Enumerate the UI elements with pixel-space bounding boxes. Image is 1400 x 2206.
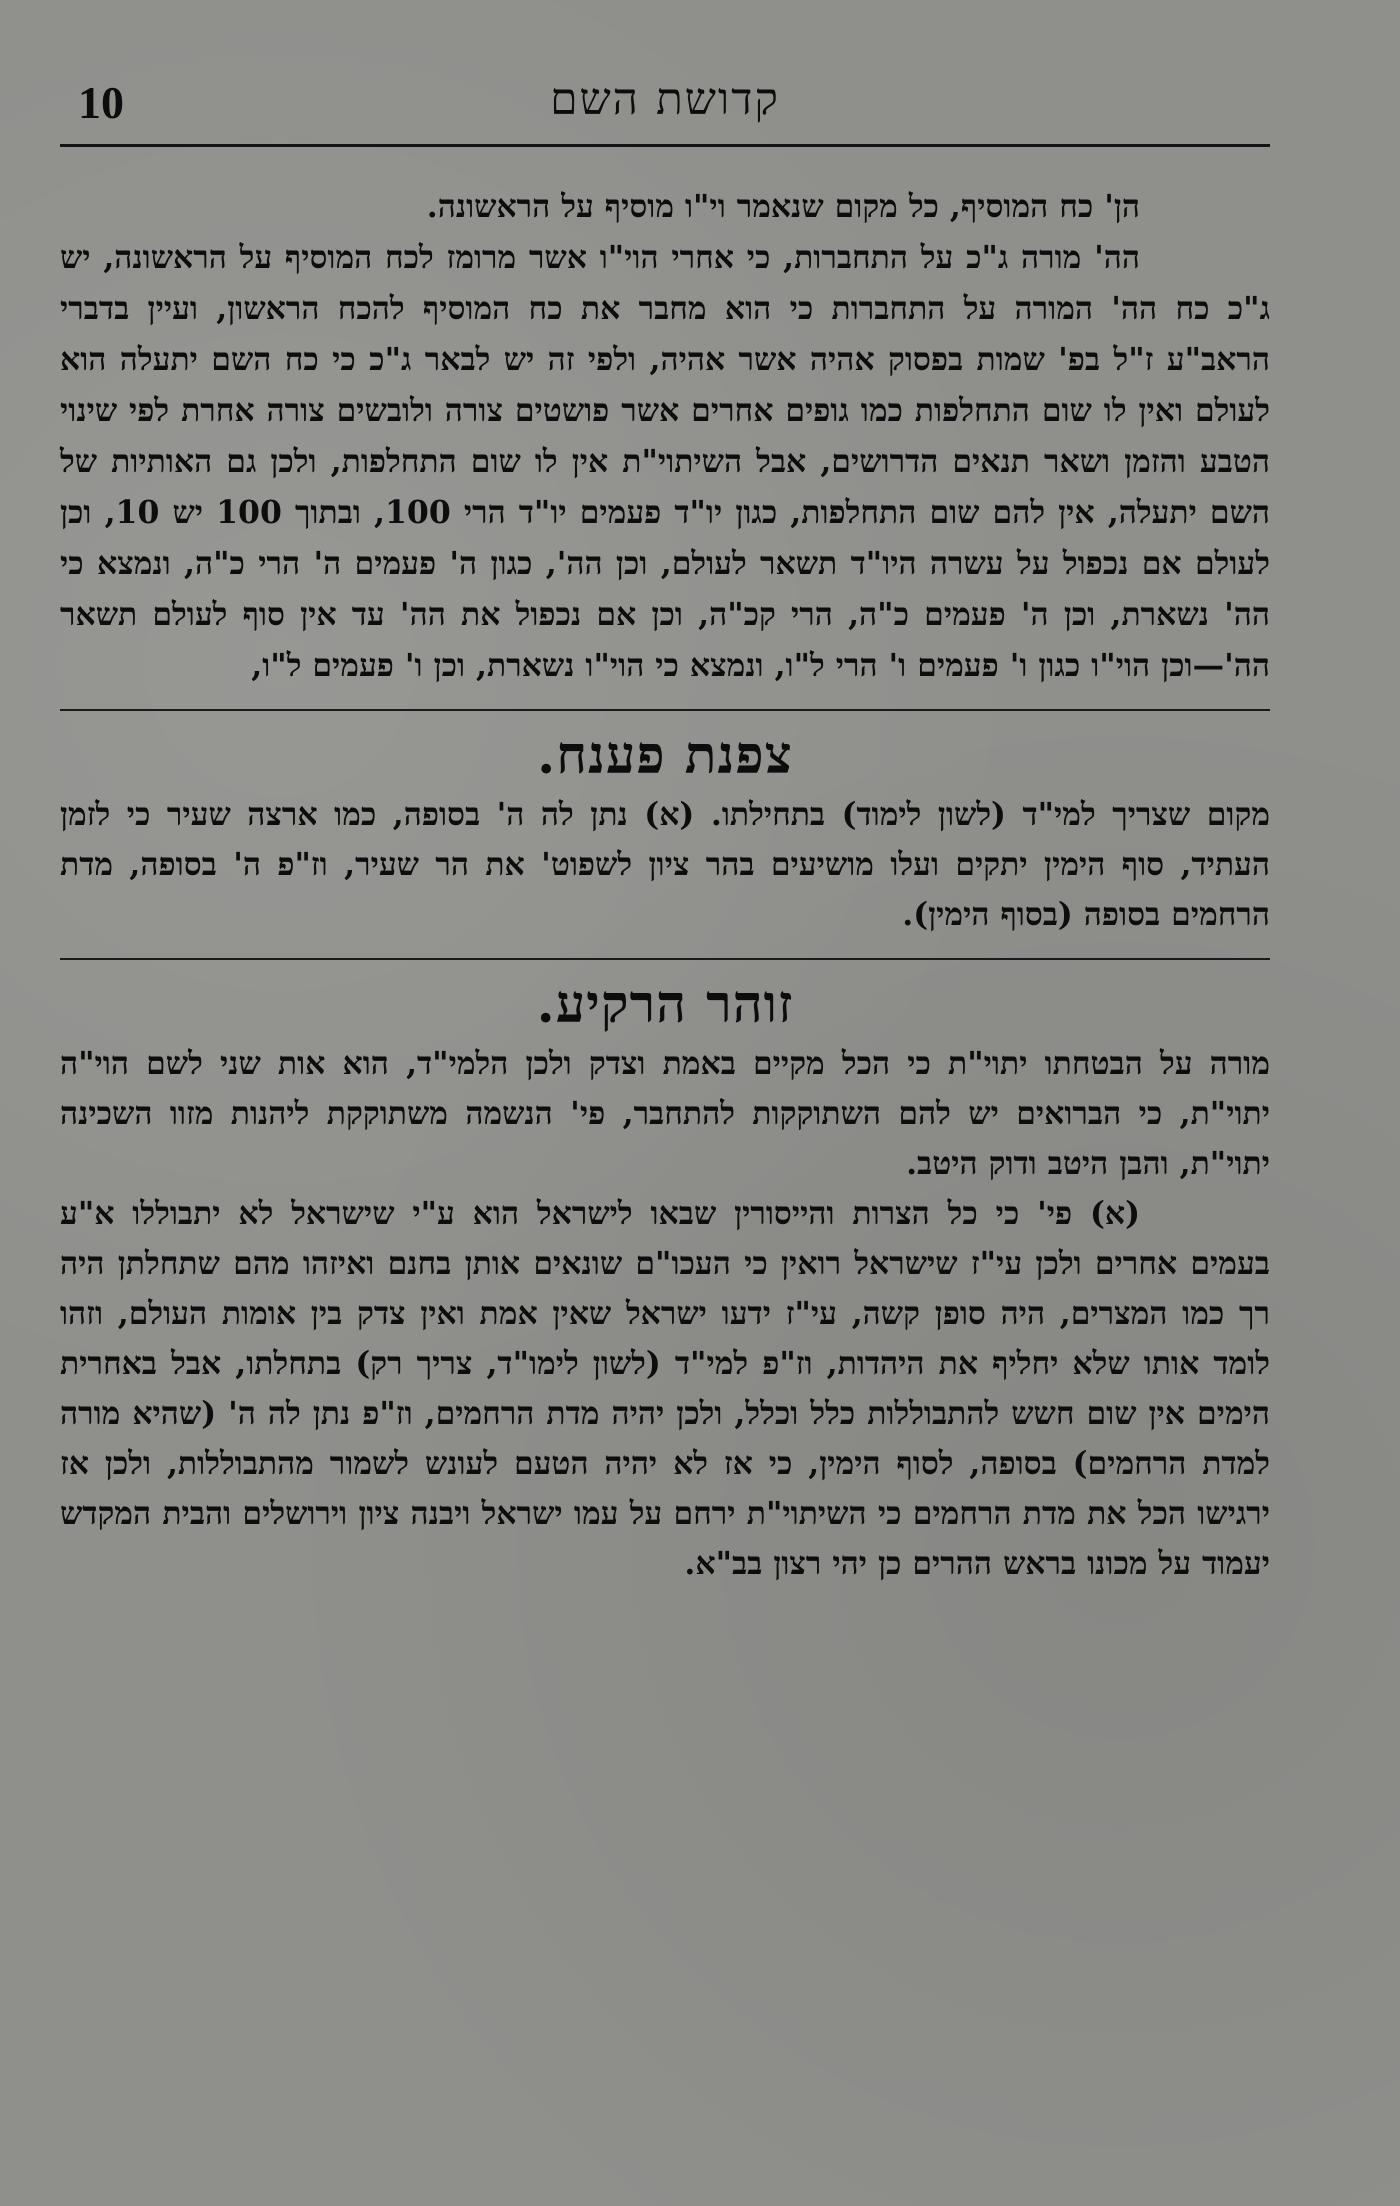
section-continuation (60, 181, 1270, 691)
page-header (60, 70, 1270, 147)
section-title: זוהר הרקיע. (536, 974, 794, 1035)
page-number: 10 (78, 77, 124, 128)
section-tzafnat-paneach (60, 725, 1270, 940)
section-title: צפנת פענח. (537, 725, 793, 786)
section-zohar-harakia (60, 974, 1270, 1589)
paragraph: הה' מורה ג"כ על התחברות, כי אחרי הוי"ו אשר מרומז לכח המוסיף על הראשונה, יש ג"כ כח הה' המורה על התחברות כי הוא מחבר את כח המוסיף להכח הראשון, ועיין בדברי הראב"ע ז"ל בפ' שמות בפסוק אהיה אשר אהיה, ולפי זה יש לבאר ג"כ כי כח השם יתעלה הוא לעולם ואין לו שום התחלפות כמו גופים אחרים אשר פושטים צורה ולובשים צורה אחרת לפי שינוי הטבע והזמן ושאר תנאים הדרושים, אבל השיתוי"ת אין לו שום התחלפות, ולכן גם האותיות של השם יתעלה, אין להם שום התחלפות, כגון יו"ד פעמים יו"ד הרי 100, ובתוך 100 יש 10, וכן לעולם אם נכפול על עשרה היו"ד תשאר לעולם, וכן הה', כגון ה' פעמים ה' הרי כ"ה, ונמצא כי הה' נשארת, וכן ה' פעמים כ"ה, הרי קכ"ה, וכן אם נכפול את הה' עד אין סוף לעולם תשאר הה'—וכן הוי"ו כגון ו' פעמים ו' הרי ל"ו, ונמצא כי הוי"ו נשארת, וכן ו' פעמים ל"ו, (60, 239, 1271, 684)
running-title: קדושת השם (550, 74, 780, 125)
section-divider (60, 709, 1270, 711)
footnote-paragraph: (א) פי' כי כל הצרות והייסורין שבאו לישראל הוא ע"י שישראל לא יתבוללו א"ע בעמים אחרים ולכן עי"ז שישראל רואין כי העכו"ם שונאים אותן בחנם ואיזהו מהם שתחלתן היה רך כמו המצרים, היה סופן קשה, עי"ז ידעו ישראל שאין אמת ואין צדק בין אומות העולם, וזהו לומד אותו שלא יחליף את היהדות, וז"פ למי"ד (לשון לימו"ד, צריך רק) בתחלתו, אבל באחרית הימים אין שום חשש להתבוללות כלל וכלל, ולכן יהיה מדת הרחמים, וז"פ נתן לה ה' (שהיא מורה למדת הרחמים) בסופה, לסוף הימין, כי אז לא יהיה הטעם לעונש לשמור מהתבוללות, ולכן אז ירגישו הכל את מדת הרחמים כי השיתוי"ת ירחם על עמו ישראל ויבנה ציון וירושלים והבית המקדש יעמוד על מכונו בראש ההרים כן יהי רצון בב"א. (60, 1195, 1271, 1582)
paragraph: מקום שצריך למי"ד (לשון לימוד) בתחילתו. (א) נתן לה ה' בסופה, כמו ארצה שעיר כי לזמן העתיד, סוף הימין יתקים ועלו מושיעים בהר ציון לשפוט' את הר שעיר, וז"פ ה' בסופה, מדת הרחמים בסופה (בסוף הימין). (60, 796, 1270, 933)
paragraph: מורה על הבטחתו יתוי"ת כי הכל מקיים באמת וצדק ולכן הלמי"ד, הוא אות שני לשם הוי"ה יתוי"ת, כי הברואים יש להם השתוקקות להתחבר, פי' הנשמה משתוקקת ליהנות מזוו השכינה יתוי"ת, והבן היטב ודוק היטב. (60, 1045, 1270, 1182)
paragraph: הן' כח המוסיף, כל מקום שנאמר וי"ו מוסיף על הראשונה. (426, 188, 1140, 225)
book-page (60, 70, 1270, 2170)
section-divider (60, 958, 1270, 960)
